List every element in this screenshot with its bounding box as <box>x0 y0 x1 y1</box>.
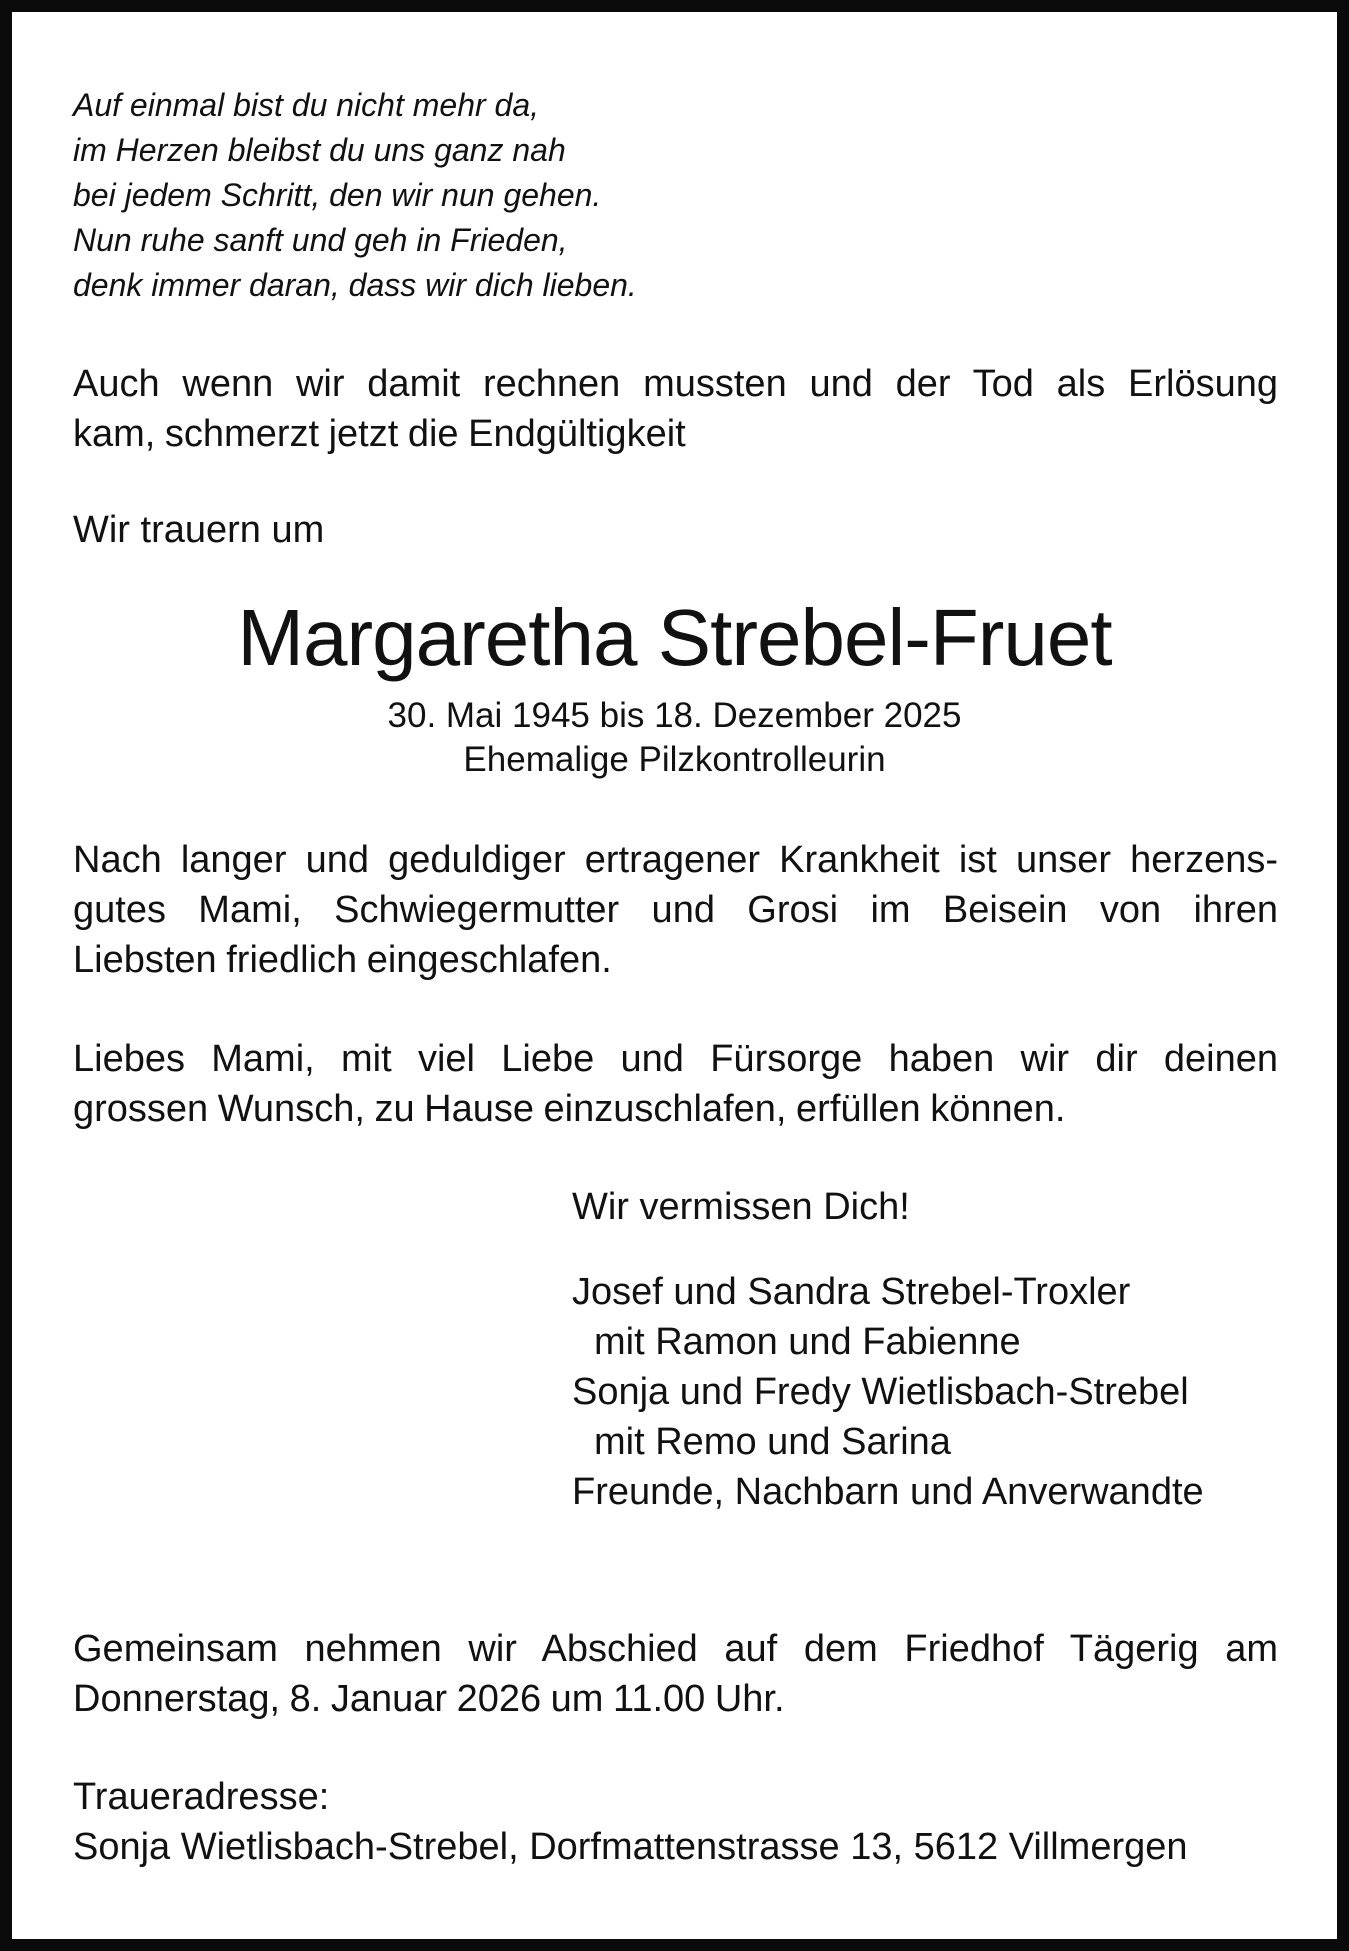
farewell-paragraph <box>73 1034 1278 1134</box>
passing-paragraph <box>73 835 1278 985</box>
intro-line: Auch wenn wir damit rechnen mussten und der Tod als Erlösung <box>73 363 1278 405</box>
paragraph-line: Nach langer und geduldiger ertragener Krankheit ist unser herzens- <box>73 839 1278 881</box>
address-label: Traueradresse: <box>73 1776 330 1818</box>
poem-line: Nun ruhe sanft und geh in Frieden, <box>73 222 568 258</box>
mourners-list <box>572 1267 1204 1517</box>
address-value: Sonja Wietlisbach-Strebel, Dorfmattenstrasse 13, 5612 Villmergen <box>73 1826 1188 1868</box>
deceased-name: Margaretha Strebel-Fruet <box>237 593 1112 682</box>
poem-line: im Herzen bleibst du uns ganz nah <box>73 132 566 168</box>
mourner-entry: Josef und Sandra Strebel-Troxler <box>572 1271 1131 1313</box>
memorial-poem <box>73 83 873 308</box>
intro-line: kam, schmerzt jetzt die Endgültigkeit <box>73 413 686 455</box>
address-block <box>73 1772 1188 1872</box>
mourner-entry: Freunde, Nachbarn und Anverwandte <box>572 1471 1204 1513</box>
paragraph-line: Liebsten friedlich eingeschlafen. <box>73 939 612 981</box>
ceremony-line: Donnerstag, 8. Januar 2026 um 11.00 Uhr. <box>73 1678 785 1720</box>
poem-line: denk immer daran, dass wir dich lieben. <box>73 267 637 303</box>
deceased-dates: 30. Mai 1945 bis 18. Dezember 2025 <box>387 696 962 735</box>
deceased-occupation: Ehemalige Pilzkontrolleurin <box>463 740 886 779</box>
ceremony-paragraph <box>73 1624 1278 1724</box>
ceremony-line: Gemeinsam nehmen wir Abschied auf dem Friedhof Tägerig am <box>73 1628 1278 1670</box>
mourner-entry: mit Ramon und Fabienne <box>594 1321 1021 1363</box>
intro-paragraph <box>73 359 1278 459</box>
mourner-entry: mit Remo und Sarina <box>594 1421 951 1463</box>
paragraph-line: grossen Wunsch, zu Hause einzuschlafen, erfüllen können. <box>73 1088 1066 1130</box>
closing-line: Wir vermissen Dich! <box>572 1186 910 1228</box>
paragraph-line: gutes Mami, Schwiegermutter und Grosi im Beisein von ihren <box>73 889 1278 931</box>
paragraph-line: Liebes Mami, mit viel Liebe und Fürsorge haben wir dir deinen <box>73 1038 1278 1080</box>
mourner-entry: Sonja und Fredy Wietlisbach-Strebel <box>572 1371 1189 1413</box>
poem-line: bei jedem Schritt, den wir nun gehen. <box>73 177 602 213</box>
poem-line: Auf einmal bist du nicht mehr da, <box>73 87 540 123</box>
mourning-line: Wir trauern um <box>73 509 325 551</box>
